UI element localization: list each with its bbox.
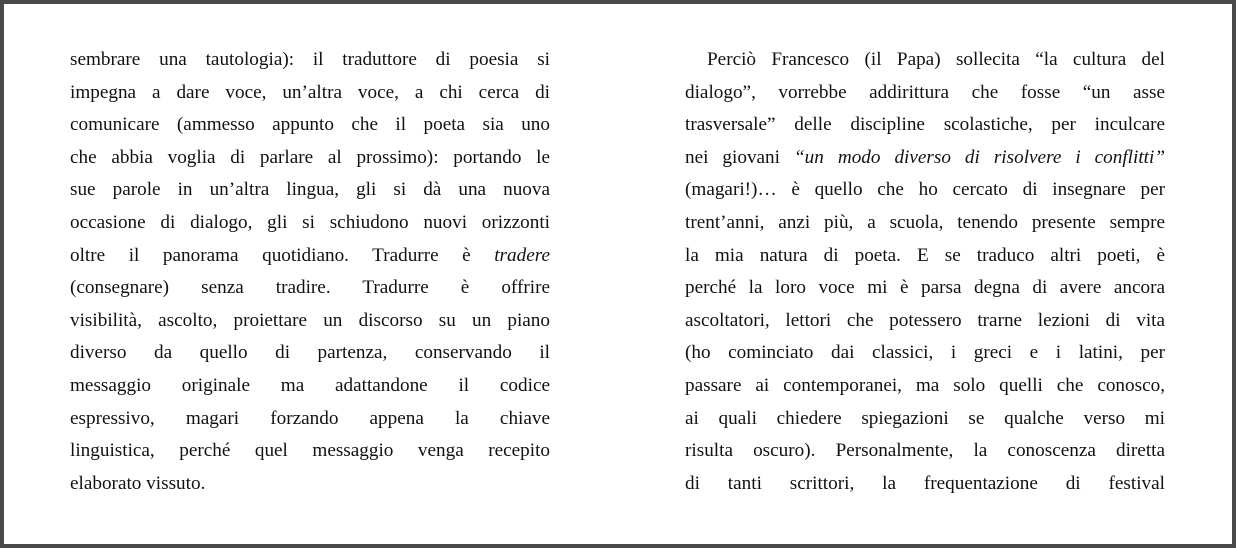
- text-line: perché la loro voce mi è parsa degna di avere ancora: [685, 277, 1165, 299]
- text-line: Perciò Francesco (il Papa) sollecita “la cultura del: [707, 49, 1165, 70]
- text-line: dialogo”, vorrebbe addirittura che fosse “un asse: [685, 81, 1165, 103]
- text-line: sue parole in un’altra lingua, gli si dà una nuova: [70, 179, 550, 201]
- text-line: passare ai contemporanei, ma solo quelli che conosco,: [685, 374, 1165, 396]
- text-line: occasione di dialogo, gli si schiudono nuovi orizzonti: [70, 211, 550, 233]
- text-line: espressivo, magari forzando appena la chiave: [70, 407, 550, 429]
- text-line: elaborato vissuto.: [70, 472, 206, 494]
- text-line: comunicare (ammesso appunto che il poeta sia uno: [70, 114, 550, 136]
- left-text-column: [70, 44, 550, 500]
- text-line: visibilità, ascolto, proiettare un discorso su un piano: [70, 309, 550, 331]
- text-line: linguistica, perché quel messaggio venga recepito: [70, 440, 550, 462]
- text-fragment: nei giovani: [685, 146, 794, 168]
- right-paragraph: [685, 44, 1165, 500]
- text-fragment: oltre il panorama quotidiano. Tradurre è: [70, 244, 495, 266]
- text-line: trasversale” delle discipline scolastiche, per inculcare: [685, 114, 1165, 136]
- left-paragraph: [70, 44, 550, 500]
- text-line: la mia natura di poeta. E se traduco altri poeti, è: [685, 244, 1165, 266]
- text-line: messaggio originale ma adattandone il codice: [70, 374, 550, 396]
- text-line: [70, 240, 550, 273]
- right-text-column: [685, 44, 1165, 500]
- text-line: che abbia voglia di parlare al prossimo): portando le: [70, 146, 550, 168]
- italic-quote: “un modo diverso di risolvere i conflitti”: [793, 146, 1165, 168]
- text-line: [685, 142, 1165, 175]
- italic-word: tradere: [494, 244, 550, 266]
- text-line: (magari!)… è quello che ho cercato di insegnare per: [685, 179, 1165, 201]
- text-line: ai quali chiedere spiegazioni se qualche verso mi: [685, 407, 1165, 429]
- text-line: (consegnare) senza tradire. Tradurre è offrire: [70, 277, 550, 299]
- text-line: impegna a dare voce, un’altra voce, a chi cerca di: [70, 81, 550, 103]
- text-line: ascoltatori, lettori che potessero trarne lezioni di vita: [685, 309, 1165, 331]
- text-line: di tanti scrittori, la frequentazione di festival: [685, 472, 1165, 494]
- text-line: diverso da quello di partenza, conservando il: [70, 342, 550, 364]
- text-line: risulta oscuro). Personalmente, la conoscenza diretta: [685, 440, 1165, 462]
- text-line: (ho cominciato dai classici, i greci e i latini, per: [685, 342, 1165, 364]
- text-line: trent’anni, anzi più, a scuola, tenendo presente sempre: [685, 211, 1165, 233]
- text-line: sembrare una tautologia): il traduttore di poesia si: [70, 49, 550, 70]
